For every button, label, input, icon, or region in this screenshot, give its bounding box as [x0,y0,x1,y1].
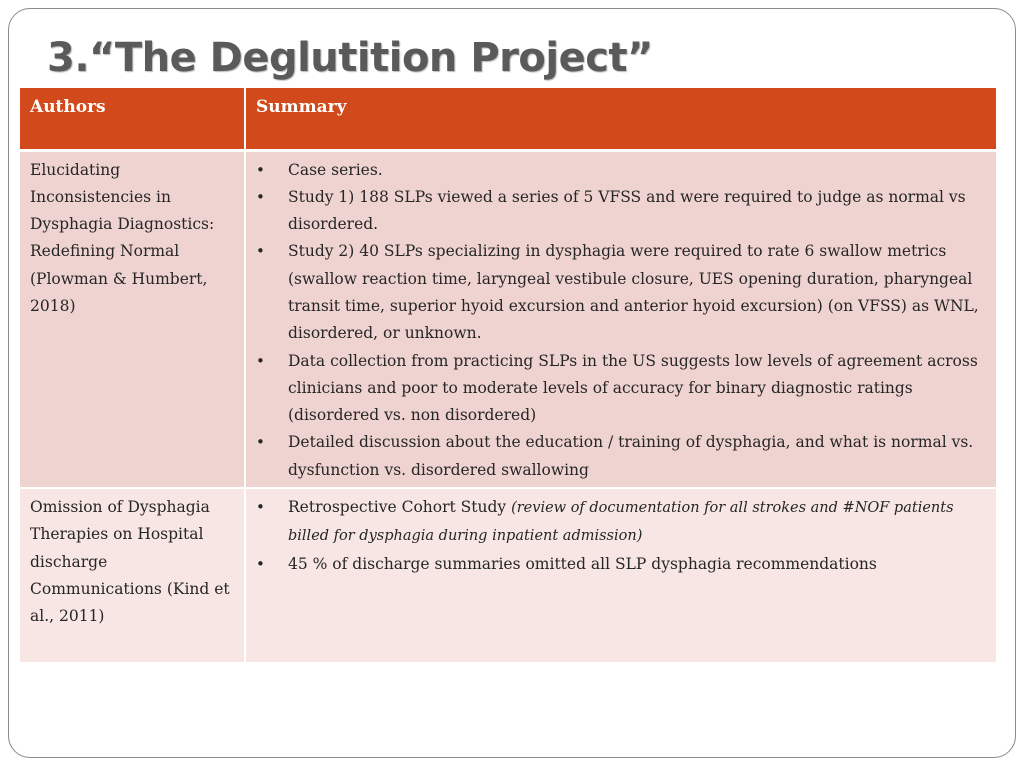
list-item [256,157,986,184]
authors-header: Authors [20,88,245,150]
table-header-row [20,88,996,150]
table-row [20,150,996,488]
bullet-text: Study 1) 188 SLPs viewed a series of 5 VFSS and were required to judge as normal vs disordered. [288,187,966,234]
bullet-icon: • [256,187,265,206]
bullet-text: Data collection from practicing SLPs in the US suggests low levels of agreement across clinicians and poor to moderate levels of accuracy for binary diagnostic ratings (disordered vs. non disordered) [288,351,978,425]
author-cell: Elucidating Inconsistencies in Dysphagia Diagnostics: Redefining Normal (Plowman & Humbert, 2018) [20,150,245,488]
list-item [256,348,986,430]
bullet-text: Case series. [288,160,383,179]
summary-list [256,157,986,485]
list-item [256,184,986,239]
bullet-icon: • [256,433,265,452]
bullet-icon: • [256,554,265,573]
bullet-text: 45 % of discharge summaries omitted all SLP dysphagia recommendations [288,554,877,573]
slide-title: 3.“The Deglutition Project” [47,35,653,81]
bullet-icon: • [256,160,265,179]
bullet-text: Retrospective Cohort Study [288,498,512,517]
bullet-icon: • [256,351,265,370]
summary-list [256,494,986,578]
summary-cell [245,488,996,662]
bullet-text: Study 2) 40 SLPs specializing in dysphagia were required to rate 6 swallow metrics (swallow reaction time, laryngeal vestibule closure, UES opening duration, pharyngeal transit time, superior hyoid excursion and anterior hyoid excursion) (on VFSS) as WNL, disordered, or unknown. [288,242,979,343]
table-row [20,488,996,662]
list-item [256,238,986,347]
bullet-text: Detailed discussion about the education / training of dysphagia, and what is normal vs. dysfunction vs. disordered swallowing [288,433,974,479]
list-item [256,494,986,551]
bullet-italic-note: (review of documentation for all strokes and #NOF patients billed for dysphagia during inpatient admission) [288,500,954,545]
bullet-icon: • [256,242,265,261]
author-cell: Omission of Dysphagia Therapies on Hospital discharge Communications (Kind et al., 2011) [20,488,245,662]
list-item [256,429,986,484]
summary-table [20,88,996,662]
summary-header: Summary [245,88,996,150]
list-item [256,551,986,578]
bullet-icon: • [256,498,265,517]
summary-cell [245,150,996,488]
